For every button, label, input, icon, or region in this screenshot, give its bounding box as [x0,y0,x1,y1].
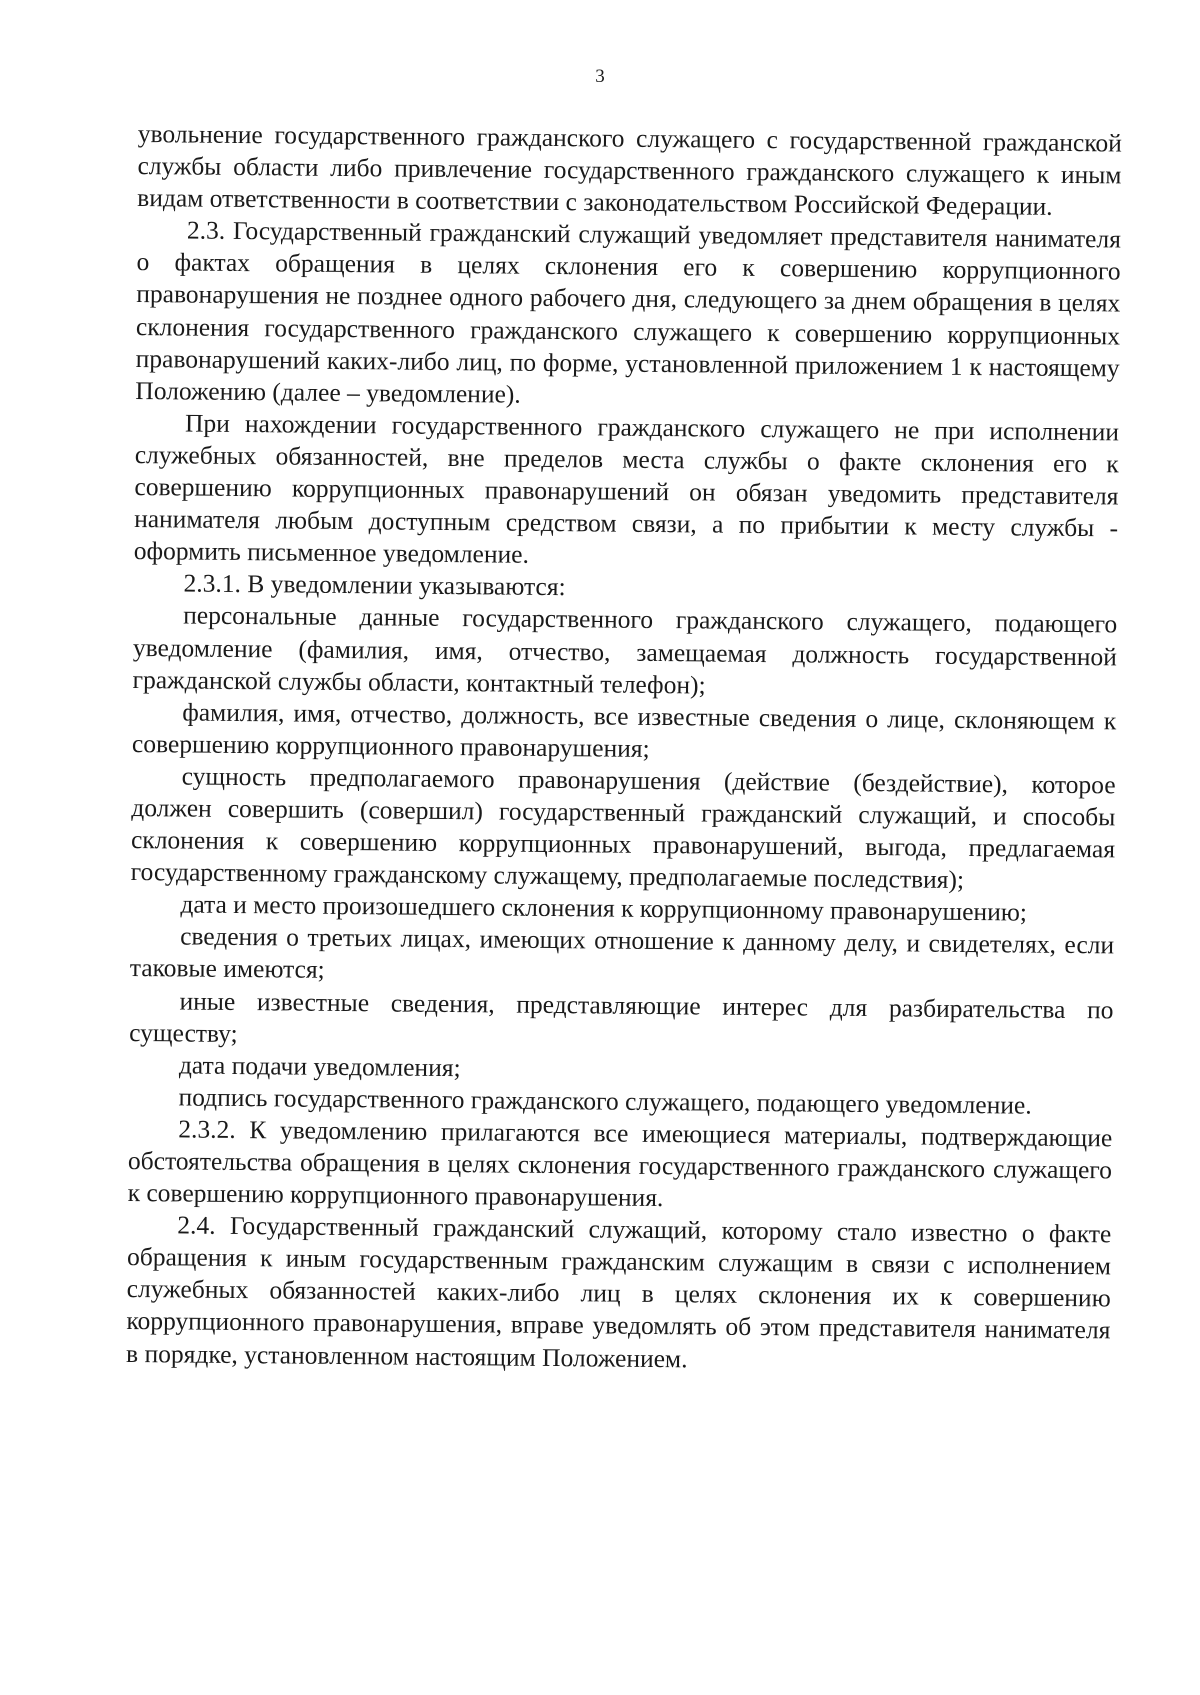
list-item-personal-data: персональные данные государственного гражданского служащего, подающего уведомление (фамилия, имя, отчество, замещаемая должность государственной гражданской службы области, контактный телефон); [132,600,1118,700]
paragraph-2-3-2: 2.3.2. К уведомлению прилагаются все имеющиеся материалы, подтверждающие обстоятельства обращения в целях склонения государственного гражданского служащего к совершению коррупционного правонарушения. [127,1114,1113,1213]
list-item-date-place: дата и место произошедшего склонения к коррупционному правонарушению; [180,889,1028,927]
list-item-third-parties: сведения о третьих лицах, имеющих отношение к данному делу, и свидетелях, если таковые имеются; [129,921,1115,985]
page-number: 3 [595,66,605,87]
list-item-other-info: иные известные сведения, представляющие интерес для разбирательства по существу; [129,985,1114,1048]
list-item-person-info: фамилия, имя, отчество, должность, все известные сведения о лице, склоняющем к совершению коррупционного правонарушения; [131,697,1117,763]
paragraph-continuation: увольнение государственного гражданского служащего с государственной гражданской службы области либо привлечение государственного гражданского служащего к иным видам ответственности в соответствии с законодательством Российской Федерации. [137,118,1122,221]
paragraph-2-4: 2.4. Государственный гражданский служащий, которому стало известно о факте обращения к иным государственным гражданским служащим в связи с исполнением служебных обязанностей каких-либо лиц в целях склонения их к совершению коррупционного правонарушения, вправе уведомлять об этом представителя нанимателя в порядке, установленном настоящим Положением. [126,1210,1112,1373]
list-item-submission-date: дата подачи уведомления; [178,1050,461,1082]
paragraph-absence-notice: При нахождении государственного гражданского служащего не при исполнении служебных обязанностей, вне пределов места службы о факте склонения его к совершению коррупционных правонарушений он обязан уведомить представителя нанимателя любым доступным средством связи, а по прибытии к месту службы - оформить письменное уведомление. [133,408,1120,569]
list-item-offense-essence: сущность предполагаемого правонарушения (действие (бездействие), которое должен совершить (совершил) государственный гражданский служащий, и способы склонения к совершению коррупционных правонарушений, выгода, предлагаемая государственному гражданскому служащему, предполагаемые последствия); [130,761,1116,895]
document-body [126,118,1122,1379]
list-item-signature: подпись государственного гражданского служащего, подающего уведомление. [178,1082,1032,1120]
paragraph-2-3: 2.3. Государственный гражданский служащий уведомляет представителя нанимателя о фактах обращения в целях склонения его к совершению коррупционного правонарушения не позднее одного рабочего дня, следующего за днем обращения в целях склонения государственного гражданского служащего к совершению коррупционных правонарушений каких-либо лиц, по форме, установленной приложением 1 к настоящему Положению (далее – уведомление). [135,215,1122,409]
paragraph-2-3-1: 2.3.1. В уведомлении указываются: [183,568,566,602]
